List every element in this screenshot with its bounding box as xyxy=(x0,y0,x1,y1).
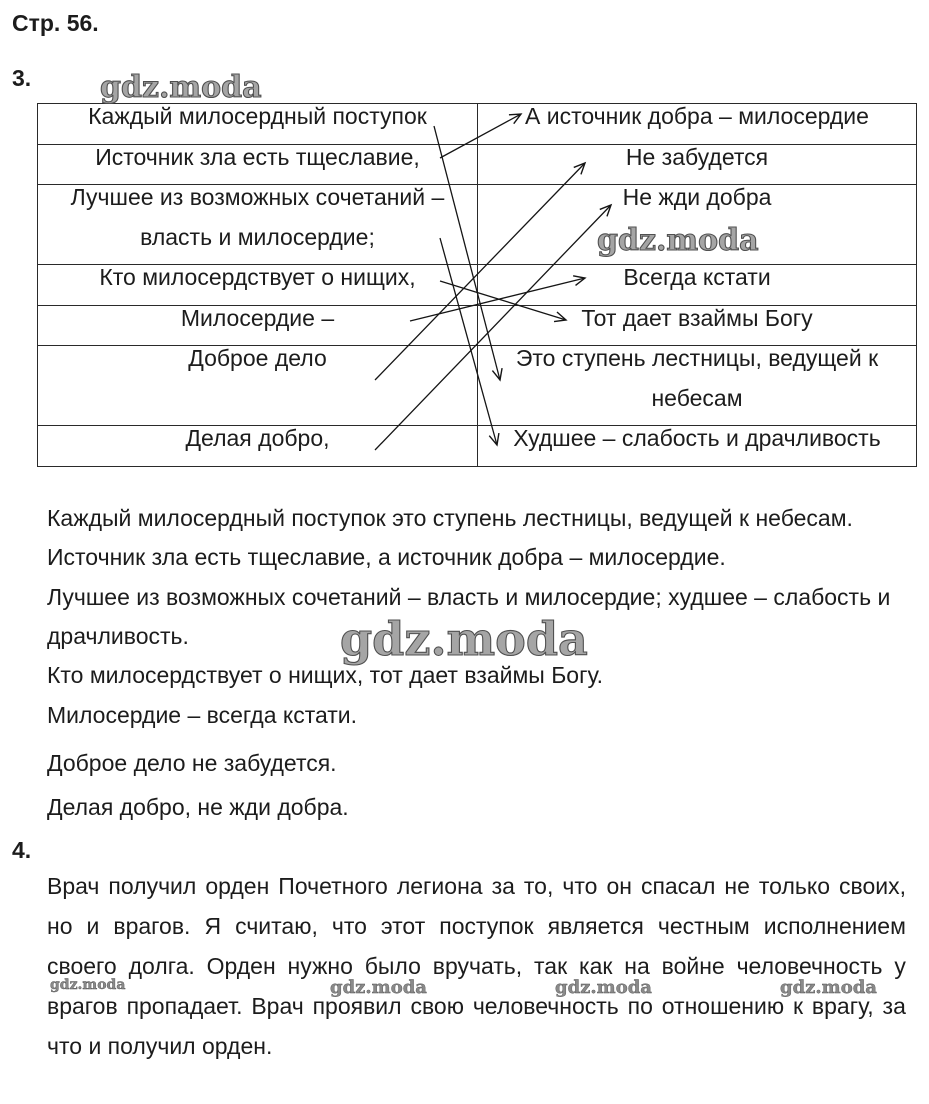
word: Орден xyxy=(206,953,276,979)
cell-line: Не жди добра xyxy=(622,184,772,210)
word: долга. xyxy=(128,953,195,979)
word: Врач xyxy=(47,873,100,899)
word: врагу, xyxy=(811,993,874,1019)
word: что xyxy=(562,873,598,899)
cell-line: Худшее – слабость и драчливость xyxy=(513,425,881,451)
answer-line: Источник зла есть тщеславие, а источник добра – милосердие. xyxy=(47,544,726,570)
paragraph-line xyxy=(47,986,906,1026)
word: он xyxy=(606,873,632,899)
word: на xyxy=(624,953,650,979)
word: получил xyxy=(108,873,197,899)
word: исполнением xyxy=(763,913,906,939)
word: нужно xyxy=(287,953,353,979)
watermark: gdz.moda xyxy=(555,977,652,998)
word: только xyxy=(758,873,830,899)
task-3-number: 3. xyxy=(12,65,32,91)
word: врагов xyxy=(47,993,118,1019)
watermark: gdz.moda xyxy=(780,977,877,998)
word: отношению xyxy=(661,993,785,1019)
paragraph-line xyxy=(47,866,906,906)
cell-line: Милосердие – xyxy=(180,305,335,331)
table-cell-left xyxy=(38,185,478,265)
watermark: gdz.moda xyxy=(597,223,759,258)
paragraph-line: что и получил орден. xyxy=(47,1033,273,1059)
word: этот xyxy=(380,913,426,939)
word: свою xyxy=(410,993,464,1019)
cell-line: Доброе дело xyxy=(188,345,327,371)
word: легиона xyxy=(396,873,483,899)
watermark: gdz.moda xyxy=(330,977,427,998)
cell-line: небесам xyxy=(651,385,743,411)
answer-line: Доброе дело не забудется. xyxy=(47,750,337,776)
cell-line: власть и милосердие; xyxy=(140,224,375,250)
table-cell-right xyxy=(478,346,917,426)
watermark: gdz.moda xyxy=(50,977,126,993)
word: но xyxy=(47,913,73,939)
answer-line: Милосердие – всегда кстати. xyxy=(47,702,358,728)
word: человечность xyxy=(736,953,883,979)
task-4-number: 4. xyxy=(12,837,32,863)
cell-line: Не забудется xyxy=(625,144,769,170)
word: как xyxy=(579,953,613,979)
word: так xyxy=(534,953,568,979)
page-number: Стр. 56. xyxy=(12,10,99,36)
answer-line: Каждый милосердный поступок это ступень лестницы, ведущей к небесам. xyxy=(47,505,853,531)
paragraph-line xyxy=(47,946,906,986)
word: поступок xyxy=(439,913,534,939)
word: то, xyxy=(523,873,554,899)
word: войне xyxy=(661,953,725,979)
word: считаю, xyxy=(235,913,318,939)
table-cell-left xyxy=(38,426,478,467)
word: своего xyxy=(47,953,117,979)
watermark: gdz.moda xyxy=(100,70,262,105)
cell-line: А источник добра – милосердие xyxy=(525,103,869,129)
answer-line: Кто милосердствует о нищих, тот дает взаймы Богу. xyxy=(47,662,604,688)
word: своих, xyxy=(838,873,906,899)
word: было xyxy=(364,953,421,979)
word: за xyxy=(882,993,906,1019)
word: Я xyxy=(204,913,222,939)
matching-table xyxy=(37,103,917,467)
answer-line: Лучшее из возможных сочетаний – власть и милосердие; худшее – слабость и xyxy=(47,584,891,610)
word: по xyxy=(627,993,653,1019)
cell-line: Каждый милосердный поступок xyxy=(88,103,427,129)
word: честным xyxy=(657,913,750,939)
watermark: gdz.moda xyxy=(340,612,588,666)
word: Почетного xyxy=(278,873,388,899)
word: проявил xyxy=(312,993,402,1019)
word: человечность xyxy=(472,993,619,1019)
word: что xyxy=(331,913,367,939)
word: вручать, xyxy=(432,953,523,979)
cell-line: Кто милосердствует о нищих, xyxy=(99,264,416,290)
table-cell-left xyxy=(38,346,478,426)
cell-line: Тот дает взаймы Богу xyxy=(581,305,813,331)
word: врагов. xyxy=(113,913,191,939)
cell-line: Лучшее из возможных сочетаний – xyxy=(70,184,445,210)
word: и xyxy=(86,913,100,939)
paragraph-line xyxy=(47,906,906,946)
word: орден xyxy=(205,873,270,899)
cell-line: Источник зла есть тщеславие, xyxy=(95,144,420,170)
word: Врач xyxy=(251,993,304,1019)
word: у xyxy=(894,953,906,979)
word: спасал xyxy=(640,873,716,899)
table-cell-right xyxy=(478,426,917,467)
cell-line: Это ступень лестницы, ведущей к xyxy=(515,345,879,371)
answer-line: Делая добро, не жди добра. xyxy=(47,794,349,820)
word: является xyxy=(547,913,644,939)
word: за xyxy=(491,873,515,899)
answer-line: драчливость. xyxy=(47,623,189,649)
cell-line: Всегда кстати xyxy=(623,264,771,290)
cell-line: Делая добро, xyxy=(185,425,330,451)
word: к xyxy=(792,993,804,1019)
word: пропадает. xyxy=(126,993,243,1019)
word: не xyxy=(724,873,750,899)
